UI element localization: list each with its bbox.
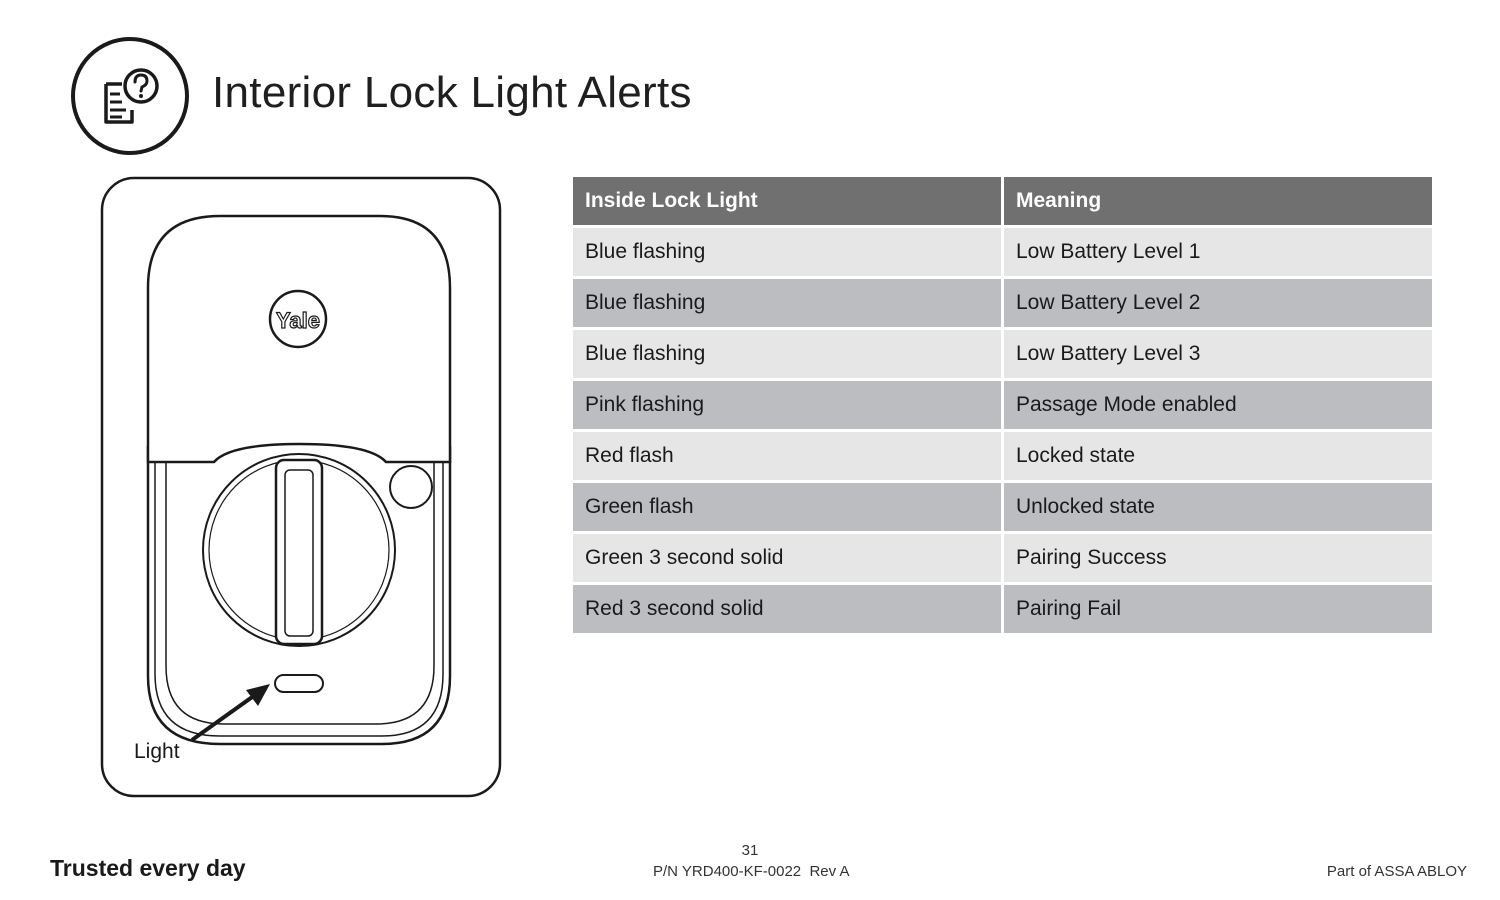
meaning-cell: Pairing Fail bbox=[1003, 584, 1433, 635]
light-cell: Red flash bbox=[573, 431, 1003, 482]
column-header-light: Inside Lock Light bbox=[573, 177, 1003, 227]
page-number: 31 bbox=[741, 842, 759, 859]
yale-logo bbox=[270, 291, 326, 347]
column-header-meaning: Meaning bbox=[1003, 177, 1433, 227]
light-cell: Red 3 second solid bbox=[573, 584, 1003, 635]
meaning-cell: Unlocked state bbox=[1003, 482, 1433, 533]
table-row bbox=[573, 380, 1432, 431]
table-row bbox=[573, 533, 1432, 584]
table-row bbox=[573, 431, 1432, 482]
table-row bbox=[573, 278, 1432, 329]
light-cell: Blue flashing bbox=[573, 227, 1003, 278]
light-cell: Blue flashing bbox=[573, 278, 1003, 329]
table-header-row bbox=[573, 177, 1432, 227]
meaning-cell: Low Battery Level 2 bbox=[1003, 278, 1433, 329]
page-title: Interior Lock Light Alerts bbox=[212, 68, 692, 117]
meaning-cell: Low Battery Level 3 bbox=[1003, 329, 1433, 380]
light-cell: Green 3 second solid bbox=[573, 533, 1003, 584]
table-row bbox=[573, 482, 1432, 533]
brand-note: Part of ASSA ABLOY bbox=[1326, 863, 1467, 880]
footer-tagline: Trusted every day bbox=[50, 855, 246, 881]
light-alerts-table bbox=[573, 177, 1432, 636]
meaning-cell: Pairing Success bbox=[1003, 533, 1433, 584]
light-cell: Green flash bbox=[573, 482, 1003, 533]
table-row bbox=[573, 227, 1432, 278]
meaning-cell: Locked state bbox=[1003, 431, 1433, 482]
light-cell: Pink flashing bbox=[573, 380, 1003, 431]
light-cell: Blue flashing bbox=[573, 329, 1003, 380]
part-number: P/N YRD400-KF-0022 Rev A bbox=[653, 863, 850, 880]
table-row bbox=[573, 329, 1432, 380]
meaning-cell: Low Battery Level 1 bbox=[1003, 227, 1433, 278]
table-row bbox=[573, 584, 1432, 635]
meaning-cell: Passage Mode enabled bbox=[1003, 380, 1433, 431]
document-question-icon bbox=[70, 36, 190, 156]
lock-illustration bbox=[100, 176, 502, 798]
svg-text:Yale: Yale bbox=[275, 308, 321, 333]
light-label: Light bbox=[134, 740, 180, 763]
